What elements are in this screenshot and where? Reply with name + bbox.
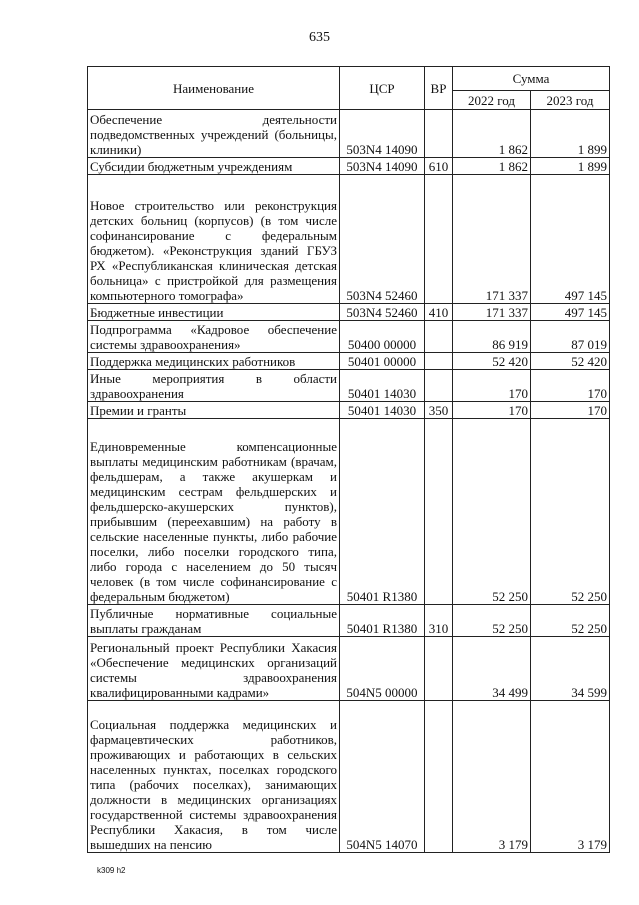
table-row <box>88 402 610 419</box>
table-row <box>88 321 610 353</box>
row-sum-2023: 52 250 <box>531 419 610 605</box>
header-vr: ВР <box>425 67 453 110</box>
row-csr: 50401 R1380 <box>340 605 425 637</box>
row-sum-2022: 1 862 <box>453 110 531 158</box>
row-csr: 50400 00000 <box>340 321 425 353</box>
header-year-2022: 2022 год <box>453 91 531 110</box>
row-sum-2022: 170 <box>453 402 531 419</box>
row-sum-2022: 52 250 <box>453 419 531 605</box>
row-sum-2023: 87 019 <box>531 321 610 353</box>
row-name: Новое строительство или реконструкция детских больниц (корпусов) (в том числе софинансирование с федеральным бюджетом). «Реконструкция зданий ГБУЗ РХ «Республиканская клиническая детская больница» с пристройкой для размещения компьютерного томографа» <box>88 175 340 304</box>
row-name: Премии и гранты <box>88 402 340 419</box>
row-name: Иные мероприятия в области здравоохранения <box>88 370 340 402</box>
row-name: Социальная поддержка медицинских и фармацевтических работников, проживающих и работающих в сельских населенных пунктах, поселках городского типа (рабочих поселках), занимающих должности в медицинских организациях государственной системы здравоохранения Республики Хакасия, в том числе вышедших на пенсию <box>88 701 340 853</box>
row-vr: 610 <box>425 158 453 175</box>
row-csr: 504N5 14070 <box>340 701 425 853</box>
row-vr <box>425 637 453 701</box>
row-csr: 50401 00000 <box>340 353 425 370</box>
row-sum-2023: 1 899 <box>531 158 610 175</box>
table-row <box>88 158 610 175</box>
row-sum-2023: 170 <box>531 370 610 402</box>
row-vr <box>425 321 453 353</box>
row-sum-2022: 171 337 <box>453 175 531 304</box>
row-name: Публичные нормативные социальные выплаты гражданам <box>88 605 340 637</box>
budget-table <box>87 66 610 853</box>
table-row <box>88 353 610 370</box>
row-sum-2023: 52 420 <box>531 353 610 370</box>
row-csr: 504N5 00000 <box>340 637 425 701</box>
row-name: Поддержка медицинских работников <box>88 353 340 370</box>
row-name: Бюджетные инвестиции <box>88 304 340 321</box>
header-sum: Сумма <box>453 67 610 91</box>
row-sum-2022: 86 919 <box>453 321 531 353</box>
row-sum-2023: 170 <box>531 402 610 419</box>
header-year-2023: 2023 год <box>531 91 610 110</box>
row-vr <box>425 353 453 370</box>
row-name: Единовременные компенсационные выплаты медицинским работникам (врачам, фельдшерам, а также акушеркам и медицинским сестрам фельдшерских и фельдшерско-акушерских пунктов), прибывшим (переехавшим) на работу в сельские населенные пункты, либо рабочие поселки, либо поселки городского типа, либо города с населением до 50 тысяч человек (в том числе софинансирование с федеральным бюджетом) <box>88 419 340 605</box>
row-sum-2022: 1 862 <box>453 158 531 175</box>
header-csr: ЦСР <box>340 67 425 110</box>
row-csr: 503N4 14090 <box>340 110 425 158</box>
table-row <box>88 637 610 701</box>
row-sum-2022: 52 420 <box>453 353 531 370</box>
table-row <box>88 304 610 321</box>
row-vr: 350 <box>425 402 453 419</box>
row-csr: 50401 14030 <box>340 402 425 419</box>
table-row <box>88 110 610 158</box>
row-sum-2022: 3 179 <box>453 701 531 853</box>
table-row <box>88 370 610 402</box>
page-number: 635 <box>309 30 330 45</box>
row-csr: 503N4 14090 <box>340 158 425 175</box>
row-sum-2023: 34 599 <box>531 637 610 701</box>
table-row <box>88 419 610 605</box>
row-vr <box>425 701 453 853</box>
table-header <box>88 67 610 110</box>
row-vr <box>425 419 453 605</box>
row-sum-2022: 170 <box>453 370 531 402</box>
header-name: Наименование <box>88 67 340 110</box>
row-csr: 50401 14030 <box>340 370 425 402</box>
row-sum-2022: 52 250 <box>453 605 531 637</box>
table-row <box>88 175 610 304</box>
row-sum-2023: 52 250 <box>531 605 610 637</box>
row-name: Подпрограмма «Кадровое обеспечение системы здравоохранения» <box>88 321 340 353</box>
row-name: Субсидии бюджетным учреждениям <box>88 158 340 175</box>
row-csr: 503N4 52460 <box>340 304 425 321</box>
row-sum-2023: 497 145 <box>531 304 610 321</box>
row-sum-2023: 1 899 <box>531 110 610 158</box>
row-name: Региональный проект Республики Хакасия «Обеспечение медицинских организаций системы здравоохранения квалифицированными кадрами» <box>88 637 340 701</box>
row-csr: 50401 R1380 <box>340 419 425 605</box>
row-sum-2023: 3 179 <box>531 701 610 853</box>
row-sum-2022: 171 337 <box>453 304 531 321</box>
row-vr: 410 <box>425 304 453 321</box>
row-vr <box>425 110 453 158</box>
row-vr <box>425 175 453 304</box>
footer-code: k309 h2 <box>97 866 126 875</box>
row-vr <box>425 370 453 402</box>
row-sum-2023: 497 145 <box>531 175 610 304</box>
table-row <box>88 701 610 853</box>
row-vr: 310 <box>425 605 453 637</box>
row-csr: 503N4 52460 <box>340 175 425 304</box>
row-name: Обеспечение деятельности подведомственных учреждений (больницы, клиники) <box>88 110 340 158</box>
table-row <box>88 605 610 637</box>
row-sum-2022: 34 499 <box>453 637 531 701</box>
